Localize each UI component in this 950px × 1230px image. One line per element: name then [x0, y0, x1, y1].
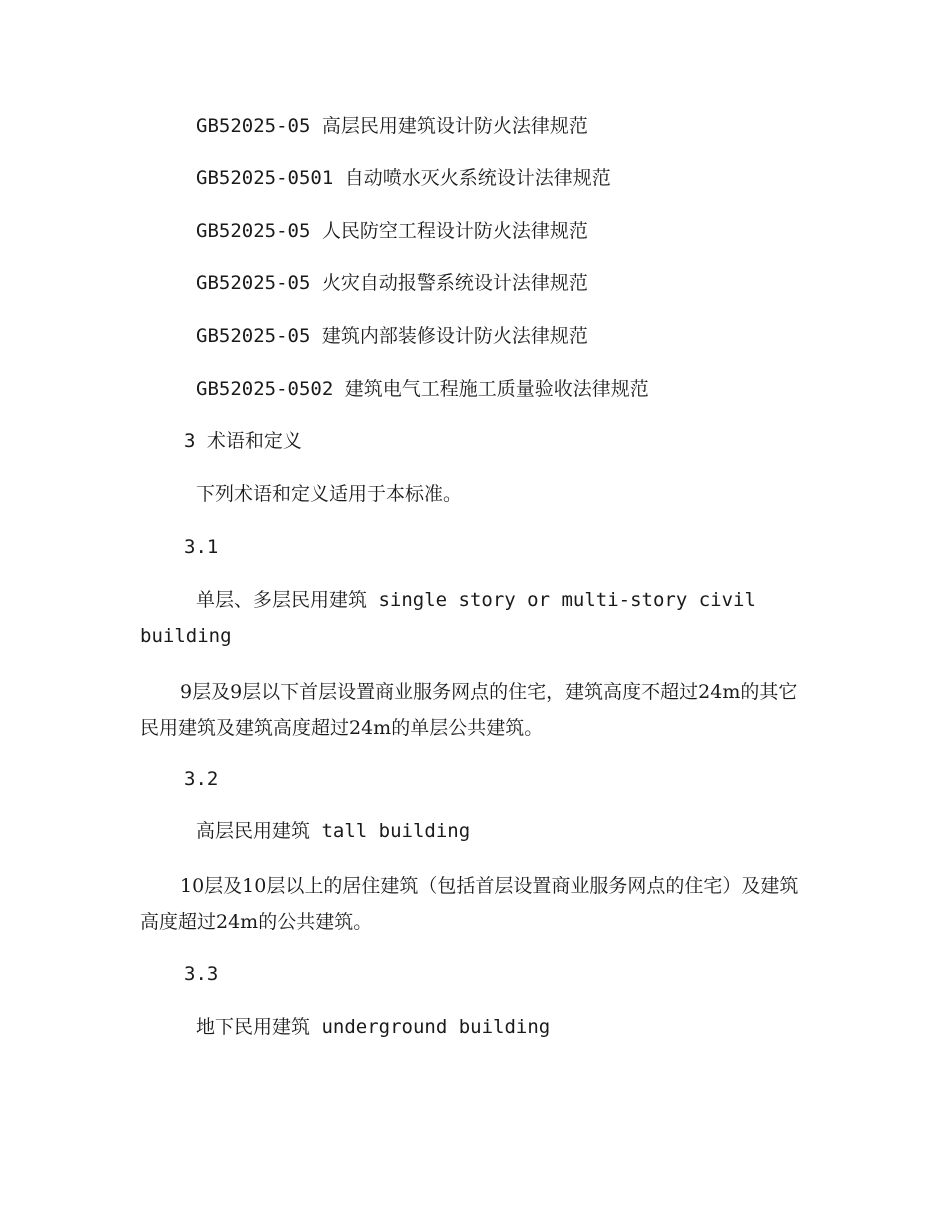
reference-item: GB52025-0501 自动喷水灭火系统设计法律规范 — [196, 167, 611, 189]
reference-item: GB52025-05 火灾自动报警系统设计法律规范 — [196, 272, 588, 294]
reference-item: GB52025-05 高层民用建筑设计防火法律规范 — [196, 115, 588, 137]
reference-item: GB52025-0502 建筑电气工程施工质量验收法律规范 — [196, 378, 649, 400]
reference-item: GB52025-05 建筑内部装修设计防火法律规范 — [196, 325, 588, 347]
term-definition: 9层及9层以下首层设置商业服务网点的住宅，建筑高度不超过24m的其它民用建筑及建筑高度超过24m的单层公共建筑。 — [140, 681, 798, 739]
term-definition: 10层及10层以上的居住建筑（包括首层设置商业服务网点的住宅）及建筑高度超过24m的公共建筑。 — [140, 875, 799, 933]
term-number: 3.3 — [184, 963, 219, 985]
term-number: 3.1 — [184, 536, 219, 558]
section-intro: 下列术语和定义适用于本标准。 — [196, 483, 463, 505]
reference-item: GB52025-05 人民防空工程设计防火法律规范 — [196, 220, 588, 242]
term-title: 地下民用建筑 underground building — [196, 1016, 551, 1038]
term-title: 单层、多层民用建筑 single story or multi-story civil building — [140, 589, 756, 647]
term-number: 3.2 — [184, 768, 219, 790]
section-heading: 3 术语和定义 — [184, 430, 302, 452]
term-title: 高层民用建筑 tall building — [196, 820, 471, 842]
